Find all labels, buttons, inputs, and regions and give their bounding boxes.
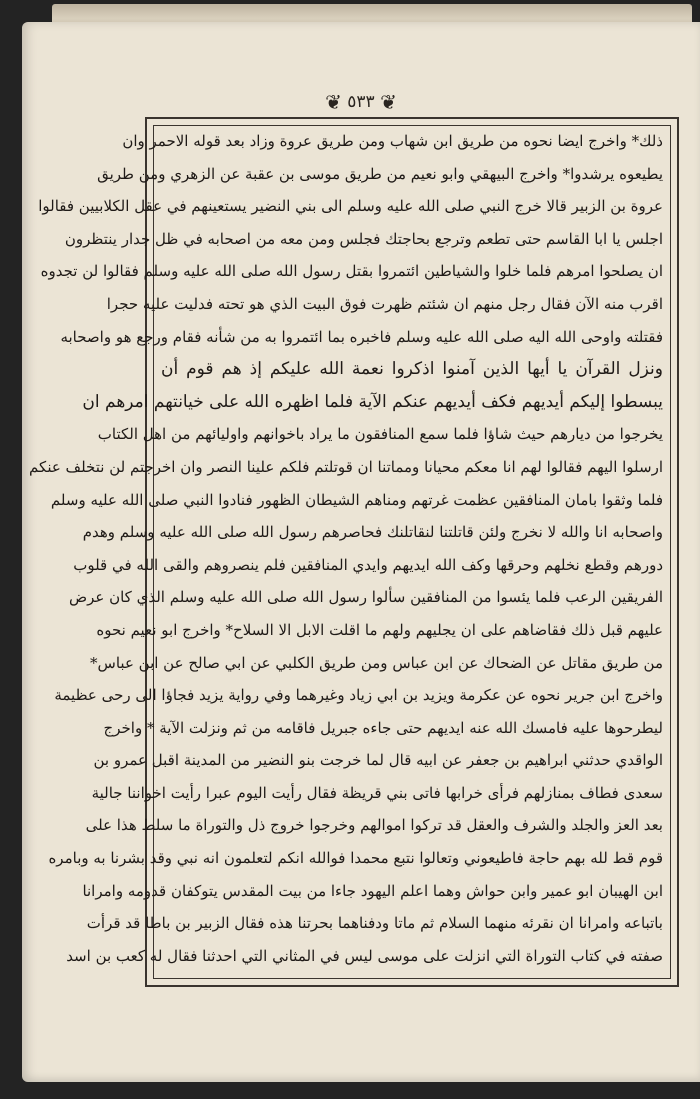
text-line: الفريقين الرعب فلما يئسوا من المنافقين سألوا رسول الله صلى الله عليه وسلم الذي كان عرض bbox=[68, 588, 663, 607]
text-line: واخرج ابن جرير نحوه عن عكرمة ويزيد بن ابي زياد وغيرهما وفي رواية يزيد فجاؤا الى رحى عظيمة bbox=[54, 686, 663, 705]
text-line: بعد العز والجلد والشرف والعقل قد تركوا اموالهم وخرجوا خروج ذل والتوراة ما سلط هذا على bbox=[85, 816, 663, 835]
text-block bbox=[29, 125, 663, 972]
text-line: فلما وثقوا بامان المنافقين عظمت غرتهم ومناهم الشيطان الظهور فنادوا النبي صلى الله عليه وسلم bbox=[50, 490, 663, 509]
text-line: ارسلوا اليهم فقالوا لهم انا معكم محيانا ومماتنا ان قوتلتم فلكم علينا النصر وان اخرجتم لن نتخلف عنكم bbox=[29, 457, 663, 476]
text-line: ابن الهيبان ابو عمير وابن حواش وهما اعلم اليهود جاءا من بيت المقدس يتوكفان قدومه وامرانا bbox=[82, 881, 663, 900]
text-frame bbox=[29, 117, 679, 987]
left-ornament-icon: ❦ bbox=[325, 90, 342, 114]
quran-verse-line: ونزل القرآن يا أيها الذين آمنوا اذكروا نعمة الله عليكم إذ هم قوم أن bbox=[161, 359, 663, 380]
text-line: ان يصلحوا امرهم فلما خلوا والشياطين ائتمروا بقتل رسول الله صلى الله عليه وسلم فقالوا لن تجدوه bbox=[40, 262, 663, 281]
text-line: صفته في كتاب التوراة التي انزلت على موسى ليس في المثاني التي احدثنا فقال له كعب بن اسد bbox=[66, 946, 663, 965]
book-page bbox=[22, 22, 700, 1082]
text-line: قوم قط لله بهم حاجة فاطيعوني وتعالوا نتبع محمدا فوالله انكم لتعلمون انه نبي وقد بشرنا به وبامره bbox=[48, 849, 663, 868]
text-line: سعدى فطاف بمنازلهم فرأى خرابها فاتى بني قريظة فقال رأيت اليوم عبرا رأيت اخواننا جالية bbox=[91, 783, 663, 802]
text-line: ذلك* واخرج ايضا نحوه من طريق ابن شهاب ومن طريق عروة وزاد بعد قوله الاحمر وان bbox=[122, 132, 663, 150]
text-line: من طريق مقاتل عن الضحاك عن ابن عباس ومن طريق الكلبي عن ابي صالح عن ابن عباس* bbox=[90, 653, 663, 672]
text-line: واصحابه انا والله لا نخرج ولئن قاتلتنا لنقاتلنك فحاصرهم رسول الله صلى الله عليه وسلم وهدم bbox=[82, 523, 663, 542]
quran-verse-line: يبسطوا إليكم أيديهم فكف أيديهم عنكم الآية فلما اظهره الله على خيانتهم امرهم ان bbox=[82, 391, 663, 412]
page-number-header bbox=[22, 90, 700, 114]
text-line: الواقدي حدثني ابراهيم بن جعفر عن ابيه قال لما خرجت بنو النضير من المدينة اقبل عمرو بن bbox=[93, 751, 663, 770]
text-line: اجلس يا ابا القاسم حتى تطعم وترجع بحاجتك فجلس ومن معه من اصحابه في ظل جدار ينتظرون bbox=[64, 229, 663, 248]
text-line: يخرجوا من ديارهم حيث شاؤا فلما سمع المنافقون ما يراد باخوانهم واوليائهم من اهل الكتاب bbox=[97, 425, 663, 444]
text-line: باتباعه وامرانا ان نقرئه منهما السلام ثم ماتا ودفناهما بحرتنا هذه فقال الزبير بن باطا قد قرأت bbox=[86, 914, 663, 933]
text-line: ليطرحوها عليه فامسك الله عنه ايديهم حتى جاءه جبريل فاقامه من ثم ونزلت الآية * واخرج bbox=[103, 718, 663, 737]
text-line: عروة بن الزبير قالا خرج النبي صلى الله عليه وسلم الى بني النضير يستعينهم في عقل الكلابيين فقالوا bbox=[38, 197, 663, 216]
text-line: يطيعوه يرشدوا* واخرج البيهقي وابو نعيم من طريق موسى بن عقبة عن الزهري ومن طريق bbox=[97, 164, 663, 183]
text-line: اقرب منه الآن فقال رجل منهم ان شئتم ظهرت فوق البيت الذي هو تحته فدليت عليه حجرا bbox=[106, 294, 663, 313]
text-line: فقتلته واوحى الله اليه صلى الله عليه وسلم فاخبره بما ائتمروا به من شأنه فقام ورجع هو واصحابه bbox=[60, 327, 663, 346]
right-ornament-icon: ❦ bbox=[380, 90, 397, 114]
page-number: ٥٣٣ bbox=[347, 92, 375, 112]
text-line: عليهم قبل ذلك فقاضاهم على ان يجليهم ولهم ما اقلت الابل الا السلاح* واخرج ابو نعيم نحوه bbox=[96, 620, 663, 639]
text-line: دورهم وقطع نخلهم وحرقها وكف الله ايديهم وايدي المنافقين فلم ينصروهم والقى الله في قلوب bbox=[73, 555, 663, 574]
